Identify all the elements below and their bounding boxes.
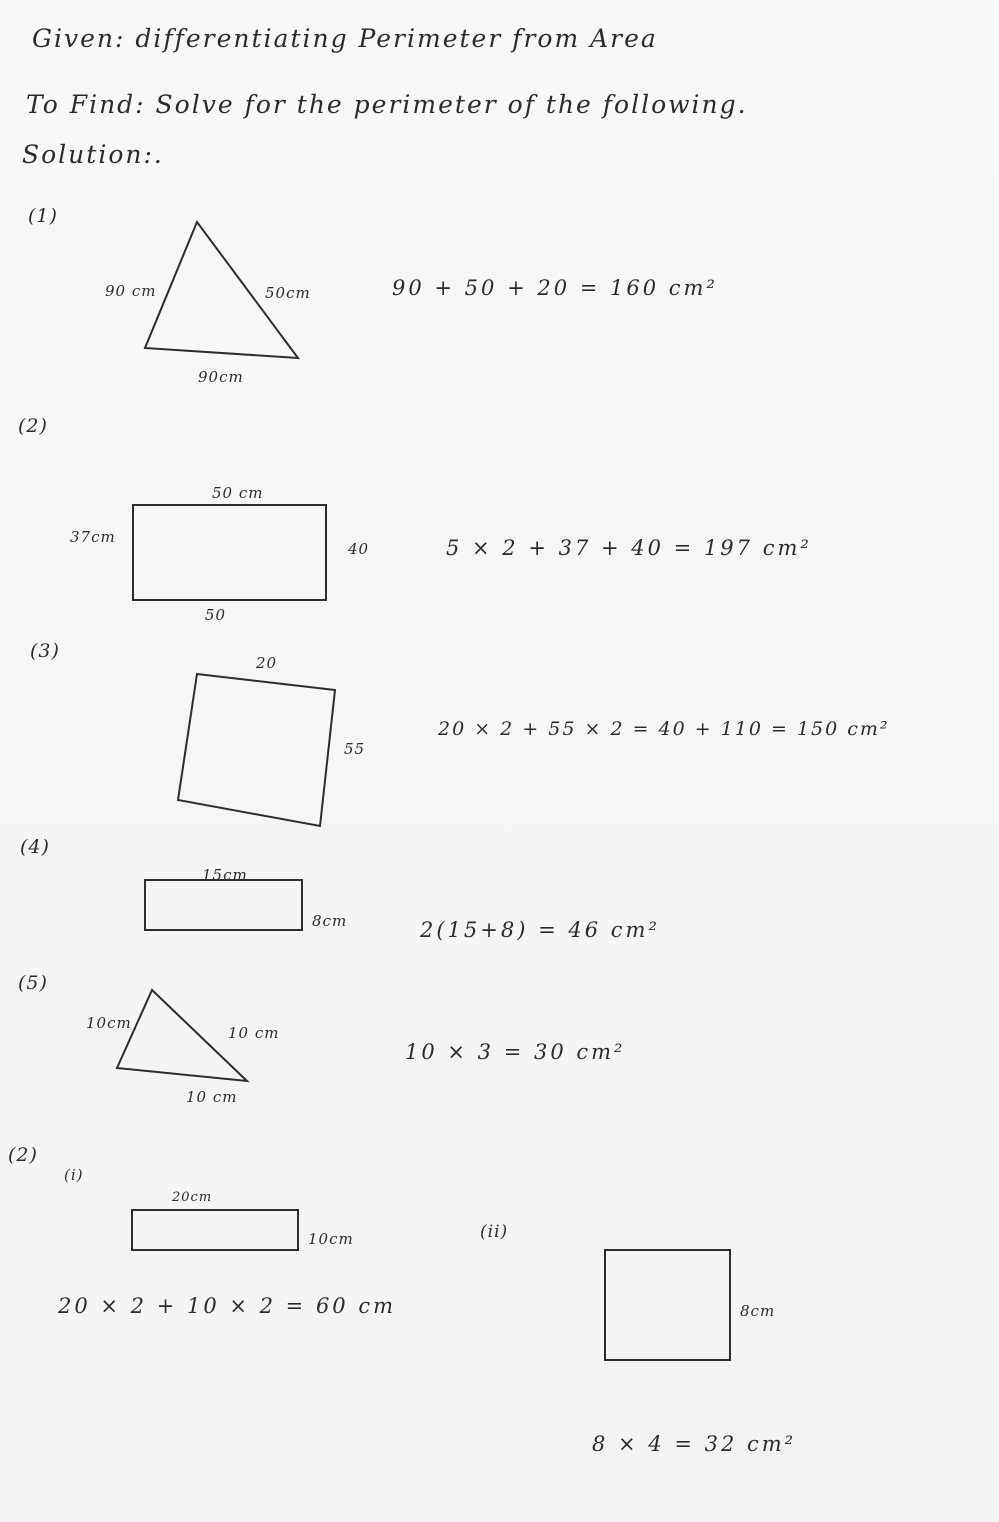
square-2ii [605,1250,730,1360]
part-2-number: (2) [8,1144,38,1166]
problem-5-label-left: 10cm [86,1014,132,1032]
problem-3-calculation: 20 × 2 + 55 × 2 = 40 + 110 = 150 cm² [438,718,890,740]
problem-2-label-right: 40 [348,540,370,558]
given-line: Given: differentiating Perimeter from Area [32,24,658,53]
problem-1-label-left: 90 cm [105,282,157,300]
problem-3-number: (3) [30,640,60,662]
part-2-i-label-top: 20cm [172,1190,213,1205]
problem-4-label-top: 15cm [202,866,248,884]
rectangle-4 [145,880,302,930]
problem-5-label-bottom: 10 cm [186,1088,238,1106]
part-2-i-label-right: 10cm [308,1230,354,1248]
problem-1-calculation: 90 + 50 + 20 = 160 cm² [392,276,718,300]
part-2-i-calculation: 20 × 2 + 10 × 2 = 60 cm [58,1294,397,1318]
part-2-ii-number: (ii) [480,1222,509,1242]
problem-4-label-right: 8cm [312,912,348,930]
part-2-ii-label-right: 8cm [740,1302,776,1320]
rectangle-2 [133,505,326,600]
problem-5-calculation: 10 × 3 = 30 cm² [405,1040,626,1064]
problem-5-label-right: 10 cm [228,1024,280,1042]
problem-1-label-right: 50cm [265,284,311,302]
part-2-i-number: (i) [64,1166,84,1184]
problem-1-number: (1) [28,205,58,227]
problem-3-label-top: 20 [256,654,278,672]
problem-2-label-left: 37cm [70,528,116,546]
problem-2-number: (2) [18,415,48,437]
solution-line: Solution:. [22,140,164,169]
problem-5-number: (5) [18,972,48,994]
part-2-ii-calculation: 8 × 4 = 32 cm² [592,1432,797,1456]
rectangle-2i [132,1210,298,1250]
to-find-line: To Find: Solve for the perimeter of the following. [26,90,748,119]
problem-2-calculation: 5 × 2 + 37 + 40 = 197 cm² [446,536,812,560]
problem-2-label-bottom: 50 [205,606,227,624]
problem-4-calculation: 2(15+8) = 46 cm² [420,918,660,942]
problem-1-label-bottom: 90cm [198,368,244,386]
square-3 [178,674,335,826]
problem-2-label-top: 50 cm [212,484,264,502]
problem-4-number: (4) [20,836,50,858]
problem-3-label-right: 55 [344,740,366,758]
